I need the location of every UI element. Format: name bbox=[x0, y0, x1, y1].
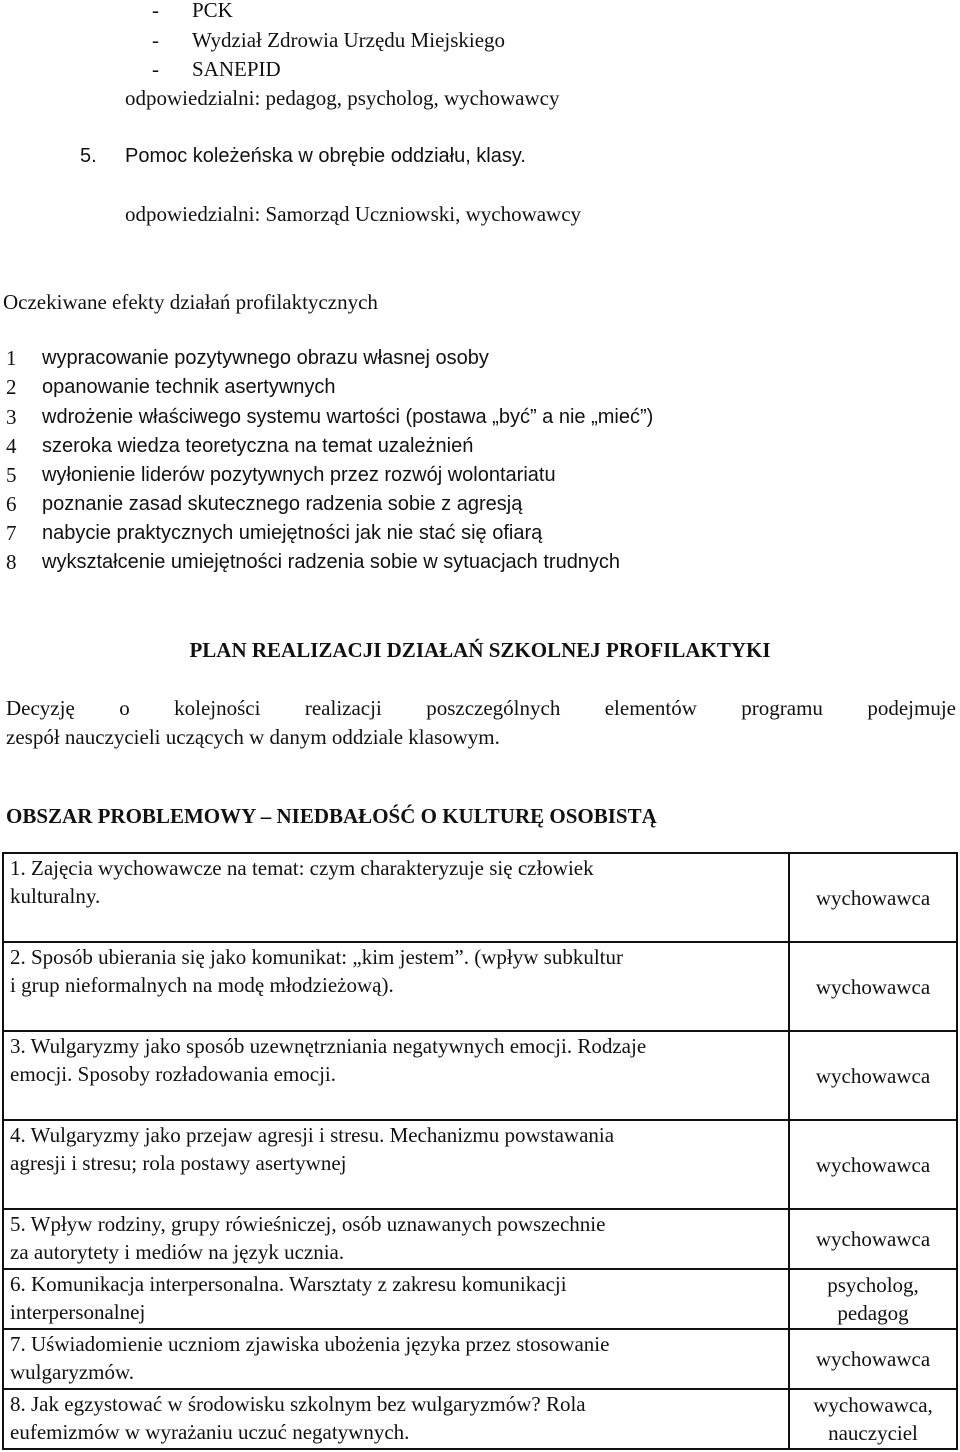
topic-line: emocji. Sposoby rozładowania emocji. bbox=[10, 1062, 337, 1086]
table-row bbox=[3, 1389, 957, 1449]
effect-number: 4 bbox=[6, 434, 17, 458]
responsible-text: wychowawca bbox=[815, 974, 931, 999]
table-row bbox=[3, 1031, 957, 1120]
effect-number: 3 bbox=[6, 405, 17, 429]
topic-cell bbox=[3, 942, 789, 1031]
effect-number: 7 bbox=[6, 521, 17, 545]
responsible-cell bbox=[789, 853, 957, 942]
topic-line: 3. Wulgaryzmy jako sposób uzewnętrzniania negatywnych emocji. Rodzaje bbox=[10, 1034, 647, 1058]
topic-line: wulgaryzmów. bbox=[10, 1360, 135, 1384]
responsible-cell bbox=[789, 1329, 957, 1389]
responsible-cell bbox=[789, 942, 957, 1031]
topic-line: kulturalny. bbox=[10, 884, 101, 908]
effect-text: poznanie zasad skutecznego radzenia sobie z agresją bbox=[42, 493, 523, 515]
topic-cell bbox=[3, 1269, 789, 1329]
topic-line: za autorytety i mediów na język ucznia. bbox=[10, 1240, 345, 1264]
responsible-cell bbox=[789, 1120, 957, 1209]
topic-line: 1. Zajęcia wychowawcze na temat: czym charakteryzuje się człowiek bbox=[10, 856, 594, 880]
effect-text: nabycie praktycznych umiejętności jak nie stać się ofiarą bbox=[42, 522, 543, 544]
effect-number: 2 bbox=[6, 375, 17, 399]
responsible-cell bbox=[789, 1269, 957, 1329]
topic-cell bbox=[3, 1120, 789, 1209]
list-dash: - bbox=[152, 0, 159, 22]
table-row bbox=[3, 942, 957, 1031]
effect-text: wyłonienie liderów pozytywnych przez rozwój wolontariatu bbox=[42, 464, 556, 486]
topic-line: i grup nieformalnych na modę młodzieżową). bbox=[10, 973, 394, 997]
point5-number: 5. bbox=[80, 145, 97, 167]
responsible-text: pedagog bbox=[837, 1301, 909, 1325]
responsible-text: psycholog, bbox=[827, 1273, 919, 1297]
topic-cell bbox=[3, 1389, 789, 1449]
list-item-wydzial: Wydział Zdrowia Urzędu Miejskiego bbox=[192, 28, 506, 52]
effects-heading: Oczekiwane efekty działań profilaktycznych bbox=[3, 290, 378, 314]
table-row bbox=[3, 1209, 957, 1269]
plan-intro-line-2: zespół nauczycieli uczących w danym oddziale klasowym. bbox=[6, 725, 500, 749]
responsible-cell bbox=[789, 1209, 957, 1269]
topic-line: eufemizmów w wyrażaniu uczuć negatywnych. bbox=[10, 1420, 410, 1444]
effect-text: szeroka wiedza teoretyczna na temat uzależnień bbox=[42, 435, 474, 457]
effect-text: opanowanie technik asertywnych bbox=[42, 376, 336, 398]
responsible-text: wychowawca bbox=[815, 885, 931, 910]
area-heading: OBSZAR PROBLEMOWY – NIEDBAŁOŚĆ O KULTURĘ OSOBISTĄ bbox=[6, 804, 657, 828]
plan-title: PLAN REALIZACJI DZIAŁAŃ SZKOLNEJ PROFILAKTYKI bbox=[189, 638, 771, 662]
responsible-text: wychowawca bbox=[815, 1227, 931, 1251]
responsible-text: nauczyciel bbox=[828, 1421, 918, 1445]
plan-table bbox=[2, 852, 958, 1450]
responsible-text: wychowawca bbox=[815, 1152, 931, 1177]
table-row bbox=[3, 1329, 957, 1389]
responsible-text: wychowawca, bbox=[813, 1393, 933, 1417]
effect-text: wykształcenie umiejętności radzenia sobie w sytuacjach trudnych bbox=[42, 551, 621, 573]
topic-line: 4. Wulgaryzmy jako przejaw agresji i stresu. Mechanizmu powstawania bbox=[10, 1123, 615, 1147]
topic-cell bbox=[3, 1031, 789, 1120]
topic-line: 2. Sposób ubierania się jako komunikat: „kim jestem”. (wpływ subkultur bbox=[10, 945, 623, 969]
topic-line: interpersonalnej bbox=[10, 1300, 146, 1324]
topic-cell bbox=[3, 1209, 789, 1269]
responsible-cell bbox=[789, 1389, 957, 1449]
topic-line: agresji i stresu; rola postawy asertywnej bbox=[10, 1151, 347, 1175]
table-row bbox=[3, 1269, 957, 1329]
plan-intro-line-1: Decyzję o kolejności realizacji poszczególnych elementów programu podejmuje bbox=[6, 696, 956, 720]
table-row bbox=[3, 1120, 957, 1209]
effect-number: 5 bbox=[6, 463, 17, 487]
responsible-line-1: odpowiedzialni: pedagog, psycholog, wychowawcy bbox=[125, 86, 560, 110]
topic-cell bbox=[3, 1329, 789, 1389]
effect-text: wdrożenie właściwego systemu wartości (postawa „być” a nie „mieć”) bbox=[42, 406, 654, 428]
effect-number: 6 bbox=[6, 492, 17, 516]
topic-line: 6. Komunikacja interpersonalna. Warsztaty z zakresu komunikacji bbox=[10, 1272, 567, 1296]
responsible-text: wychowawca bbox=[815, 1063, 931, 1088]
topic-cell bbox=[3, 853, 789, 942]
topic-line: 7. Uświadomienie uczniom zjawiska ubożenia języka przez stosowanie bbox=[10, 1332, 610, 1356]
effect-number: 1 bbox=[6, 346, 17, 370]
point5-text: Pomoc koleżeńska w obrębie oddziału, klasy. bbox=[125, 145, 526, 167]
table-row bbox=[3, 853, 957, 942]
responsible-cell bbox=[789, 1031, 957, 1120]
list-item-sanepid: SANEPID bbox=[192, 57, 281, 81]
topic-line: 8. Jak egzystować w środowisku szkolnym bez wulgaryzmów? Rola bbox=[10, 1392, 586, 1416]
responsible-text: wychowawca bbox=[815, 1347, 931, 1371]
responsible-line-2: odpowiedzialni: Samorząd Uczniowski, wychowawcy bbox=[125, 202, 582, 226]
list-dash: - bbox=[152, 57, 159, 81]
effect-text: wypracowanie pozytywnego obrazu własnej osoby bbox=[42, 347, 489, 369]
effect-number: 8 bbox=[6, 550, 17, 574]
list-dash: - bbox=[152, 28, 159, 52]
topic-line: 5. Wpływ rodziny, grupy rówieśniczej, osób uznawanych powszechnie bbox=[10, 1212, 606, 1236]
list-item-pck: PCK bbox=[192, 0, 233, 22]
